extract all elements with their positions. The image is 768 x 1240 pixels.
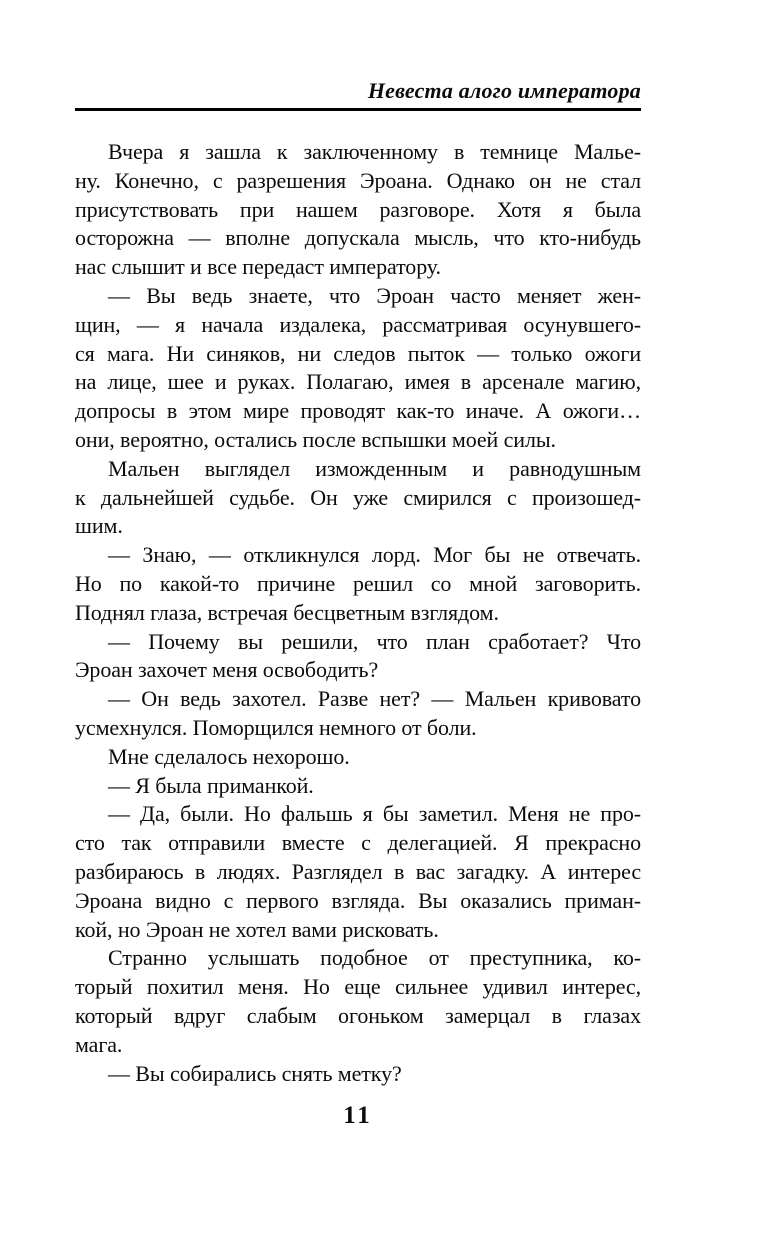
text-line: — Вы ведь знаете, что Эроан часто меняет жен- [108,282,641,308]
header-rule [75,108,641,111]
text-line: Мальен выглядел изможденным и равнодушным [108,455,641,481]
text-line: ну. Конечно, с разрешения Эроана. Однако он не стал [75,167,641,193]
text-line: — Я была приманкой. [108,772,314,798]
text-line: нас слышит и все передаст императору. [75,254,441,280]
text-line: Эроана видно с первого взгляда. Вы оказались приман- [75,887,641,913]
text-line: присутствовать при нашем разговоре. Хотя я была [75,196,641,222]
text-line: усмехнулся. Поморщился немного от боли. [75,714,477,740]
text-line: сто так отправили вместе с делегацией. Я прекрасно [75,830,641,856]
text-line: — Знаю, — откликнулся лорд. Мог бы не отвечать. [108,542,641,568]
text-line: торый похитил меня. Но еще сильнее удивил интерес, [75,974,641,1000]
text-line: Но по какой-то причине решил со мной заговорить. [75,570,641,596]
text-line: разбираюсь в людях. Разглядел в вас загадку. А интерес [75,858,641,884]
page-body-text [75,138,641,1088]
text-line: мага. [75,1031,123,1057]
text-line: они, вероятно, остались после вспышки моей силы. [75,426,556,452]
text-line: который вдруг слабым огоньком замерцал в глазах [75,1002,641,1028]
text-line: — Вы собирались снять метку? [108,1060,402,1086]
text-line: Эроан захочет меня освободить? [75,657,379,683]
text-line: ся мага. Ни синяков, ни следов пыток — только ожоги [75,340,641,366]
page-number: 11 [343,1102,373,1129]
text-line: шим. [75,513,123,539]
text-line: Странно услышать подобное от преступника, ко- [108,945,641,971]
running-header-title: Невеста алого императора [367,78,641,103]
text-line: — Он ведь захотел. Разве нет? — Мальен кривовато [108,686,641,712]
text-line: Поднял глаза, встречая бесцветным взглядом. [75,599,499,625]
text-line: Мне сделалось нехорошо. [108,743,350,769]
text-line: допросы в этом мире проводят как-то иначе. А ожоги… [75,398,641,424]
text-line: — Да, были. Но фальшь я бы заметил. Меня не про- [108,801,641,827]
text-line: на лице, шее и руках. Полагаю, имея в арсенале магию, [75,369,641,395]
text-line: щин, — я начала издалека, рассматривая осунувшего- [75,311,641,337]
text-line: к дальнейшей судьбе. Он уже смирился с произошед- [75,484,641,510]
text-line: Вчера я зашла к заключенному в темнице Малье- [108,139,641,164]
text-line: осторожна — вполне допускала мысль, что кто-нибудь [75,225,641,251]
text-line: — Почему вы решили, что план сработает? Что [108,628,641,654]
text-line: кой, но Эроан не хотел вами рисковать. [75,916,439,942]
